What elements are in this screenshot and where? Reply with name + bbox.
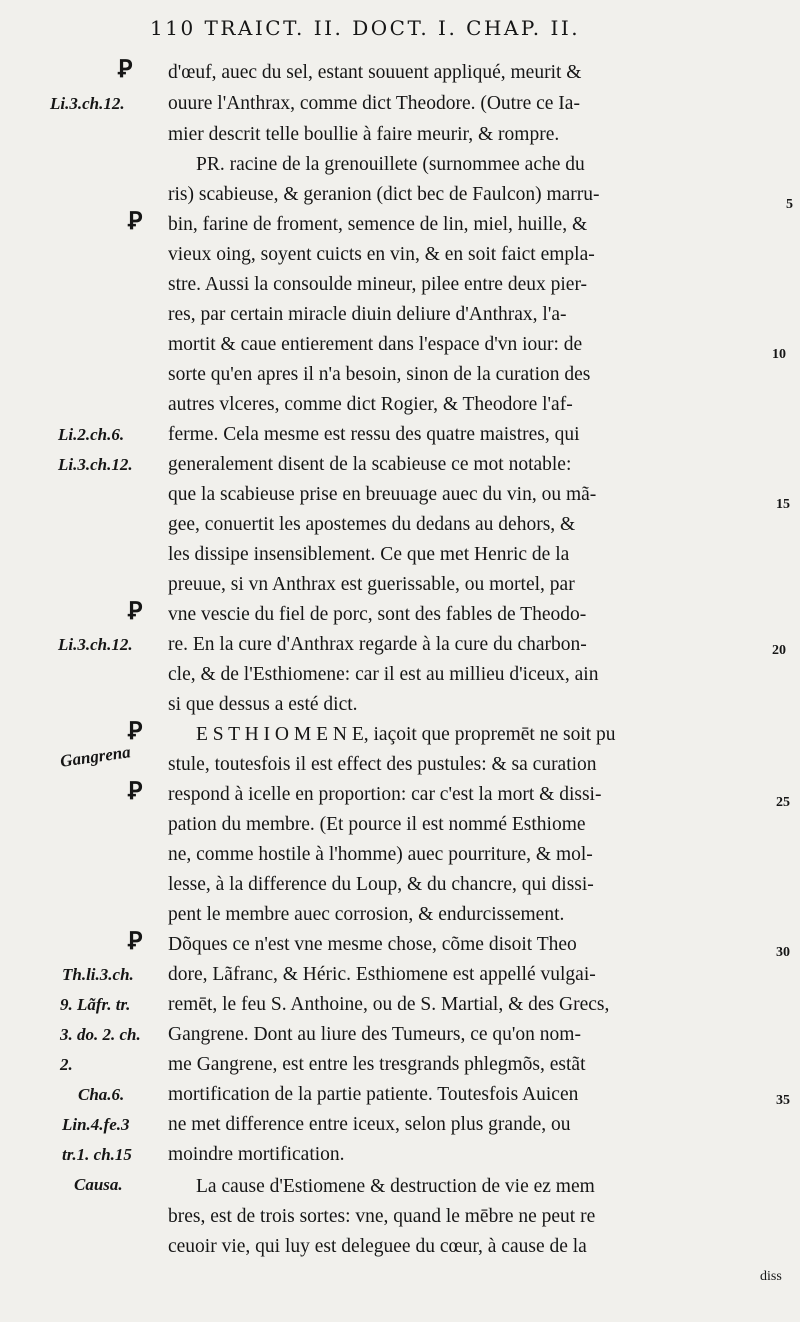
text-line: mier descrit telle boullie à faire meurir, & rompre. <box>168 124 560 145</box>
text-line: La cause d'Estiomene & destruction de vie ez mem <box>196 1176 595 1197</box>
line-number: 5 <box>786 197 793 212</box>
handwritten-annotation: Causa. <box>74 1175 123 1194</box>
line-number: 30 <box>776 945 790 960</box>
text-line: bin, farine de froment, semence de lin, miel, huille, & <box>168 214 588 235</box>
text-line: ferme. Cela mesme est ressu des quatre maistres, qui <box>168 424 580 445</box>
text-line: vieux oing, soyent cuicts en vin, & en soit faict empla- <box>168 244 595 265</box>
recipe-symbol-icon: Ꝑ <box>128 926 143 955</box>
text-line: stule, toutesfois il est effect des pustules: & sa curation <box>168 754 597 775</box>
line-number: 35 <box>776 1093 790 1108</box>
handwritten-annotation: Gangrena <box>58 742 132 771</box>
line-number: 15 <box>776 497 790 512</box>
margin-reference: Cha.6. <box>78 1085 125 1104</box>
catchword: diss <box>760 1269 782 1284</box>
line-number: 20 <box>772 643 786 658</box>
text-line: d'œuf, auec du sel, estant souuent appliqué, meurit & <box>168 62 582 83</box>
text-line: autres vlceres, comme dict Rogier, & Theodore l'af- <box>168 394 573 415</box>
text-line: Gangrene. Dont au liure des Tumeurs, ce qu'on nom- <box>168 1024 581 1045</box>
text-line: ceuoir vie, qui luy est deleguee du cœur, à cause de la <box>168 1236 587 1257</box>
text-line: respond à icelle en proportion: car c'est la mort & dissi- <box>168 784 602 805</box>
text-line: pent le membre auec corrosion, & endurcissement. <box>168 904 565 925</box>
margin-reference: 9. Lãfr. tr. <box>60 995 131 1014</box>
recipe-symbol-icon: Ꝑ <box>128 596 143 625</box>
line-number: 25 <box>776 795 790 810</box>
margin-reference: Li.3.ch.12. <box>58 635 133 654</box>
text-line: E S T H I O M E N E, iaçoit que propremēt ne soit pu <box>196 724 616 745</box>
text-line: res, par certain miracle diuin deliure d'Anthrax, l'a- <box>168 304 567 325</box>
text-line: re. En la cure d'Anthrax regarde à la cure du charbon- <box>168 634 587 655</box>
margin-reference: tr.1. ch.15 <box>62 1145 132 1164</box>
running-header: 110 TRAICT. II. DOCT. I. CHAP. II. <box>150 16 581 40</box>
recipe-symbol-icon: Ꝑ <box>128 716 143 745</box>
text-line: sorte qu'en apres il n'a besoin, sinon de la curation des <box>168 364 591 385</box>
text-line: ne met difference entre iceux, selon plus grande, ou <box>168 1114 571 1135</box>
text-line: moindre mortification. <box>168 1144 345 1165</box>
margin-reference: Th.li.3.ch. <box>62 965 134 984</box>
margin-reference: Li.3.ch.12. <box>50 94 125 113</box>
margin-reference: Lin.4.fe.3 <box>62 1115 130 1134</box>
text-line: me Gangrene, est entre les tresgrands phlegmõs, estãt <box>168 1054 586 1075</box>
text-line: mortification de la partie patiente. Toutesfois Auicen <box>168 1084 579 1105</box>
text-line: les dissipe insensiblement. Ce que met Henric de la <box>168 544 570 565</box>
text-line: PR. racine de la grenouillete (surnommee ache du <box>196 154 585 175</box>
text-line: ris) scabieuse, & geranion (dict bec de Faulcon) marru- <box>168 184 600 205</box>
text-line: si que dessus a esté dict. <box>168 694 358 715</box>
recipe-symbol-icon: Ꝑ <box>128 206 143 235</box>
margin-reference: 3. do. 2. ch. <box>60 1025 141 1044</box>
text-line: lesse, à la difference du Loup, & du chancre, qui dissi- <box>168 874 594 895</box>
text-line: vne vescie du fiel de porc, sont des fables de Theodo- <box>168 604 587 625</box>
margin-reference: 2. <box>60 1055 73 1074</box>
recipe-symbol-icon: Ꝑ <box>128 776 143 805</box>
text-line: Dõques ce n'est vne mesme chose, cõme disoit Theo <box>168 934 577 955</box>
text-line: stre. Aussi la consoulde mineur, pilee entre deux pier- <box>168 274 588 295</box>
line-number: 10 <box>772 347 786 362</box>
text-line: generalement disent de la scabieuse ce mot notable: <box>168 454 572 475</box>
recipe-symbol-icon: Ꝑ <box>118 54 133 83</box>
text-line: remēt, le feu S. Anthoine, ou de S. Martial, & des Grecs, <box>168 994 610 1015</box>
margin-reference: Li.2.ch.6. <box>58 425 125 444</box>
margin-reference: Li.3.ch.12. <box>58 455 133 474</box>
text-line: dore, Lãfranc, & Héric. Esthiomene est appellé vulgai- <box>168 964 596 985</box>
text-line: gee, conuertit les apostemes du dedans au dehors, & <box>168 514 576 535</box>
text-line: preuue, si vn Anthrax est guerissable, ou mortel, par <box>168 574 575 595</box>
text-line: cle, & de l'Esthiomene: car il est au millieu d'iceux, ain <box>168 664 599 685</box>
text-line: bres, est de trois sortes: vne, quand le mēbre ne peut re <box>168 1206 596 1227</box>
text-line: ne, comme hostile à l'homme) auec pourriture, & mol- <box>168 844 593 865</box>
text-line: pation du membre. (Et pource il est nommé Esthiome <box>168 814 586 835</box>
text-line: ouure l'Anthrax, comme dict Theodore. (Outre ce Ia- <box>168 93 580 114</box>
text-line: mortit & caue entierement dans l'espace d'vn iour: de <box>168 334 583 355</box>
text-line: que la scabieuse prise en breuuage auec du vin, ou mã- <box>168 484 597 505</box>
